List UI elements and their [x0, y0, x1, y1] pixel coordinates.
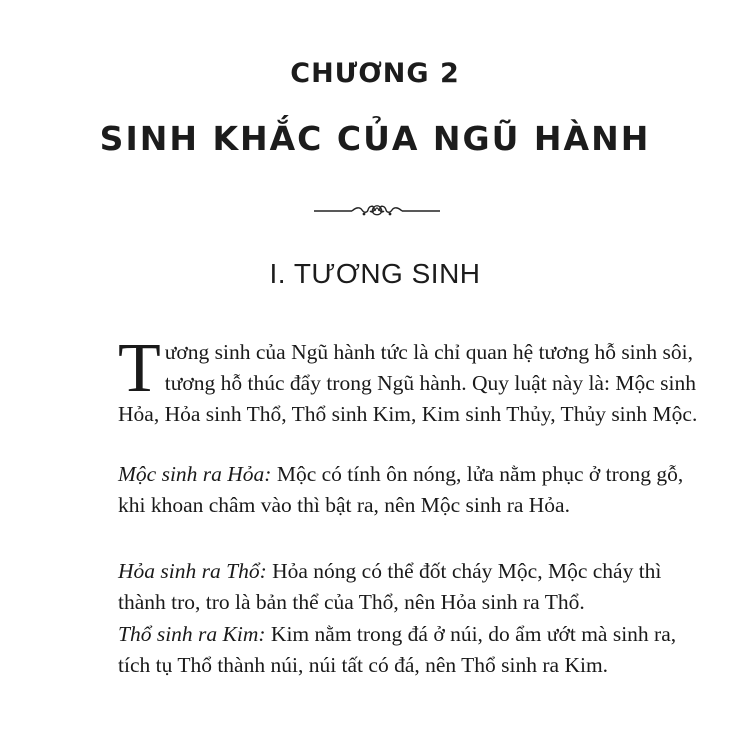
- section-heading: I. TƯƠNG SINH: [269, 258, 481, 289]
- paragraph-text: Hỏa nóng có thể đốt cháy Mộc, Mộc cháy thì thành tro, tro là bản thể của Thổ, nên Hỏa sinh ra Thổ.: [118, 559, 662, 614]
- paragraph-text: Mộc có tính ôn nóng, lửa nằm phục ở trong gỗ, khi khoan châm vào thì bật ra, nên Mộc sinh ra Hỏa.: [118, 462, 684, 517]
- chapter-label: CHƯƠNG 2: [290, 58, 460, 89]
- ornament-divider-icon: [312, 198, 442, 222]
- paragraph-hoa-sinh-tho: [118, 556, 698, 618]
- paragraph-text: ương sinh của Ngũ hành tức là chỉ quan hệ tương hỗ sinh sôi, tương hỗ thúc đẩy trong Ngũ hành. Quy luật này là: Mộc sinh Hỏa, Hỏa sinh Thổ, Thổ sinh Kim, Kim sinh Thủy, Thủy sinh Mộc.: [118, 340, 698, 426]
- paragraph-moc-sinh-hoa: [118, 459, 698, 521]
- paragraph-lead: Thổ sinh ra Kim:: [118, 622, 266, 646]
- paragraph-lead: Hỏa sinh ra Thổ:: [118, 559, 267, 583]
- paragraph-lead: Mộc sinh ra Hỏa:: [118, 462, 272, 486]
- paragraph-tho-sinh-kim: [118, 619, 698, 681]
- paragraph-text: Kim nằm trong đá ở núi, do ẩm ướt mà sinh ra, tích tụ Thổ thành núi, núi tất có đá, nên Thổ sinh ra Kim.: [118, 622, 677, 677]
- drop-cap: T: [118, 330, 161, 407]
- chapter-title: SINH KHẮC CỦA NGŨ HÀNH: [99, 119, 651, 158]
- paragraph-intro: [118, 330, 698, 430]
